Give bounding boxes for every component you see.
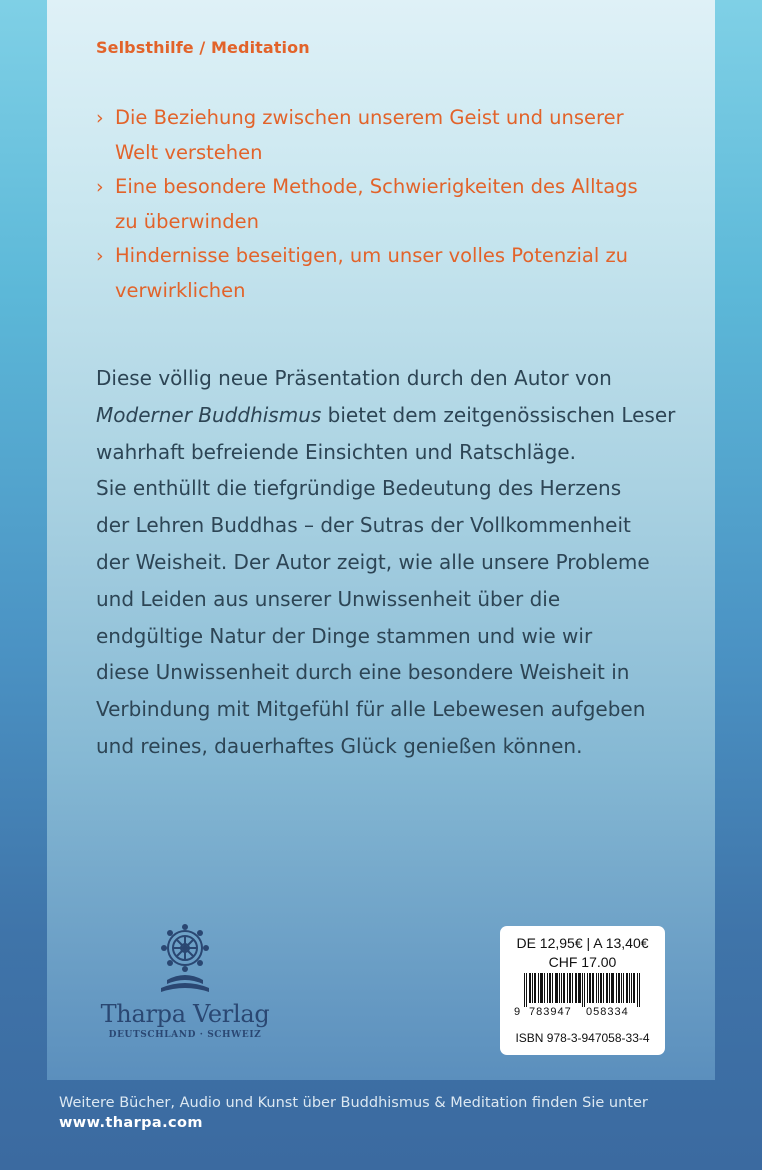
description-line: diese Unwissenheit durch eine besondere Weisheit in (96, 660, 630, 685)
isbn-number: ISBN 978-3-947058-33-4 (515, 1031, 650, 1045)
feature-line: zu überwinden (115, 209, 260, 233)
feature-line: Hindernisse beseitigen, um unser volles Potenzial zu (115, 244, 629, 267)
description-line: Diese völlig neue Präsentation durch den Autor von (96, 366, 612, 390)
feature-list (96, 101, 676, 308)
description-line: und reines, dauerhaftes Glück genießen können. (96, 733, 583, 758)
barcode-icon (524, 973, 644, 1007)
bullet-arrow-icon: › (96, 245, 104, 267)
description-text: bietet dem zeitgenössischen Leser (321, 402, 676, 427)
website-link[interactable]: www.tharpa.com (59, 1115, 203, 1131)
publisher-region: DEUTSCHLAND · SCHWEIZ (108, 1030, 262, 1040)
barcode-digits: 783947 (529, 1006, 572, 1018)
description-line: Verbindung mit Mitgefühl für alle Lebewesen aufgeben (96, 697, 646, 722)
feature-item (96, 239, 676, 308)
feature-item (96, 101, 676, 170)
price-de-at: DE 12,95€ | A 13,40€ (516, 935, 649, 951)
category-label: Selbsthilfe / Meditation (96, 38, 310, 57)
description-line: der Lehren Buddhas – der Sutras der Vollkommenheit (96, 513, 631, 538)
description-line: und Leiden aus unserer Unwissenheit über die (96, 586, 561, 611)
publisher-logo (100, 918, 270, 1040)
dharma-wheel-icon (153, 918, 217, 998)
bullet-arrow-icon: › (96, 107, 104, 129)
feature-line: Die Beziehung zwischen unserem Geist und unserer (115, 106, 624, 129)
footer-note (59, 1093, 739, 1133)
feature-line: Welt verstehen (115, 140, 263, 164)
barcode-digits: 058334 (586, 1006, 629, 1018)
feature-line: verwirklichen (115, 278, 246, 302)
footer-text: Weitere Bücher, Audio und Kunst über Buddhismus & Meditation finden Sie unter (59, 1095, 648, 1111)
description-line (96, 397, 686, 434)
publisher-name: Tharpa Verlag (100, 1000, 270, 1028)
book-title-reference: Moderner Buddhismus (96, 402, 322, 427)
bullet-arrow-icon: › (96, 176, 104, 198)
feature-line: Eine besondere Methode, Schwierigkeiten des Alltags (115, 175, 638, 198)
description-line: endgültige Natur der Dinge stammen und wie wir (96, 623, 593, 648)
feature-item (96, 170, 676, 239)
description-line: wahrhaft befreiende Einsichten und Ratschläge. (96, 439, 576, 464)
book-description (96, 360, 686, 765)
description-line: Sie enthüllt die tiefgründige Bedeutung des Herzens (96, 476, 622, 501)
price-ch: CHF 17.00 (548, 954, 617, 970)
barcode-digit: 9 (514, 1006, 521, 1018)
description-line: der Weisheit. Der Autor zeigt, wie alle unsere Probleme (96, 549, 650, 574)
price-barcode-box (500, 926, 665, 1055)
